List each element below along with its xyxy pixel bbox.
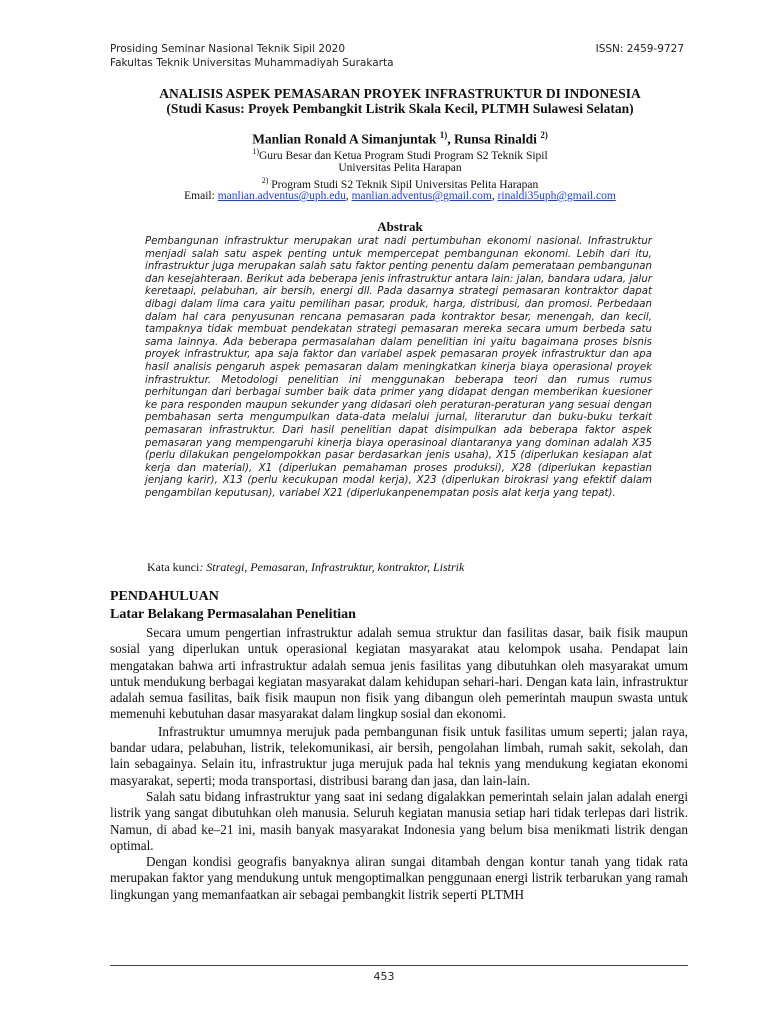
paragraph-4: Dengan kondisi geografis banyaknya aliran sungai ditambah dengan kontur tanah yang tidak rata merupakan faktor yang mendukung untuk mengoptimalkan penggunaan energi listrik terbarukan yang ramah lingkungan yang memanfaatkan air sebagai pembangkit listrik seperti PLTMH bbox=[110, 854, 688, 902]
affiliation-1-university: Universitas Pelita Harapan bbox=[338, 162, 462, 174]
paragraph-2: Infrastruktur umumnya merujuk pada pembangunan fisik untuk fasilitas umum seperti; jalan raya, bandar udara, pelabuhan, listrik, telekomunikasi, air bersih, pengolahan limbah, rumah sakit, sekolah, dan lain sebagainya. Selain itu, infrastruktur juga merujuk pada hal teknis yang mendukung kegiatan ekonomi masyarakat, seperti; moda transportasi, distribusi barang dan jasa, dan lain-lain. bbox=[110, 723, 688, 788]
running-header-issn: ISSN: 2459-9727 bbox=[595, 43, 684, 55]
keywords-label: Kata kunci bbox=[147, 560, 200, 574]
author-2: Runsa Rinaldi bbox=[454, 131, 537, 147]
paper-title: ANALISIS ASPEK PEMASARAN PROYEK INFRASTRUKTUR DI INDONESIA bbox=[159, 86, 641, 101]
email-link-1[interactable]: manlian.adventus@uph.edu bbox=[217, 190, 346, 202]
section-heading: PENDAHULUAN bbox=[110, 589, 219, 604]
email-link-2[interactable]: manlian.adventus@gmail.com bbox=[351, 190, 492, 202]
author-1: Manlian Ronald A Simanjuntak bbox=[252, 131, 437, 147]
affiliation-2-sup: 2) bbox=[261, 176, 269, 185]
paragraph-1: Secara umum pengertian infrastruktur adalah semua struktur dan fasilitas dasar, baik fisik maupun sosial yang diperlukan untuk operasional kegiatan masyarakat atau kelompok usaha. Pendapat lain mengatakan bahwa arti infrastruktur adalah semua jenis fasilitas yang dibutuhkan oleh masyarakat umum untuk mendukung berbagai kegiatan masyarakat dalam kehidupan sehari-hari. Dengan kata lain, infrastruktur adalah semua fasilitas, baik fisik maupun non fisik yang dibangun oleh pemerintah maupun swasta untuk memenuhi kebutuhan dasar masyarakat dalam lingkup sosial dan ekonomi. bbox=[110, 625, 688, 722]
email-line bbox=[100, 190, 700, 202]
affiliation-1-line1: Guru Besar dan Ketua Program Studi Program S2 Teknik Sipil bbox=[258, 149, 548, 162]
keywords-list: : Strategi, Pemasaran, Infrastruktur, kontraktor, Listrik bbox=[199, 560, 465, 574]
running-header-proceedings: Prosiding Seminar Nasional Teknik Sipil 2020 bbox=[110, 43, 346, 55]
affiliation-1 bbox=[100, 147, 700, 162]
keywords bbox=[147, 560, 464, 575]
affiliation-2 bbox=[100, 176, 700, 191]
abstract-text: Pembangunan infrastruktur merupakan urat nadi pertumbuhan ekonomi nasional. Infrastruktur menjadi salah satu aspek penting untuk mempercepat pembangunan ekonomi. Lebih dari itu, infrastruktur juga merupakan salah satu faktor penting penentu dalam pemerataan pembangunan dan kesejahteraan. Berikut ada beberapa jenis infrastruktur antara lain: jalan, bandara udara, jalur keretaapi, pelabuhan, air bersih, energi dll. Pada dasarnya strategi pemasaran kontraktor dapat dibagi dalam lima cara yaitu pemilihan pasar, produk, harga, distribusi, dan promosi. Perbedaan dalam hal cara penyusunan rencana pemasaran pada kontraktor besar, menengah, dan kecil, tampaknya tidak membuat pendekatan strategi pemasaran mereka secara umum berbeda satu sama lainnya. Ada beberapa permasalahan dalam penelitian ini yaitu bagaimana proses bisnis proyek infrastruktur, apa saja faktor dan variabel aspek pemasaran proyek infrastruktur dan apa hasil analisis pengaruh aspek pemasaran dalam meningkatkan kinerja biaya operasional proyek infrastruktur. Metodologi penelitian ini menggunakan beberapa teori dan rumus rumus perhitungan dari berbagai sumber baik data primer yang didapat dengan memberikan kuesioner ke para responden maupun sekunder yang didasari oleh peraturan-peraturan yang sesuai dengan pembahasan serta mengumpulkan data-data melalui jurnal, literarutur dan buku-buku terkait pemasaran infrastruktur. Dari hasil penelitian dapat disimpulkan ada beberapa faktor aspek pemasaran yang mempengaruhi kinerja biaya operasinoal diantaranya yang dominan adalah X35 (perlu dilakukan pengelompokkan pasar berdasarkan jenis usaha), X15 (diperlukan kesiapan alat kerja dan material), X1 (diperlukan pemahaman proses produksi), X28 (diperlukan kepastian jenjang karir), X13 (perlu kecukupan modal kerja), X23 (diperlukan birokrasi yang efektif dalam pengambilan keputusan), variabel X21 (diperlukanpenempatan posis alat kerja yang tepat). bbox=[145, 236, 652, 499]
body-text bbox=[110, 625, 688, 903]
author-separator: , bbox=[447, 131, 455, 147]
affiliation-2-line1: Program Studi S2 Teknik Sipil Universitas Pelita Harapan bbox=[268, 178, 539, 191]
author-1-sup: 1) bbox=[439, 130, 448, 140]
page-number: 453 bbox=[373, 970, 395, 983]
email-link-3[interactable]: rinaldi35uph@gmail.com bbox=[497, 190, 616, 202]
author-2-sup: 2) bbox=[540, 130, 548, 140]
affiliation-1-sup: 1) bbox=[252, 147, 259, 156]
paper-subtitle: (Studi Kasus: Proyek Pembangkit Listrik Skala Kecil, PLTMH Sulawesi Selatan) bbox=[166, 101, 634, 116]
running-header-faculty: Fakultas Teknik Universitas Muhammadiyah Surakarta bbox=[110, 57, 394, 69]
paragraph-3: Salah satu bidang infrastruktur yang saat ini sedang digalakkan pemerintah selain jalan adalah energi listrik yang sangat dibutuhkan oleh manusia. Seluruh kegiatan manusia setiap hari tidak terlepas dari listrik. Namun, di abad ke–21 ini, masih banyak masyarakat Indonesia yang belum bisa menikmati listrik dengan optimal. bbox=[110, 788, 688, 853]
email-sep-2: , bbox=[491, 190, 498, 202]
subsection-heading: Latar Belakang Permasalahan Penelitian bbox=[110, 607, 356, 622]
abstract-heading: Abstrak bbox=[377, 219, 423, 234]
email-sep-1: , bbox=[345, 190, 352, 202]
authors bbox=[100, 130, 700, 148]
footer-divider bbox=[110, 965, 688, 966]
email-label: Email: bbox=[184, 190, 218, 202]
